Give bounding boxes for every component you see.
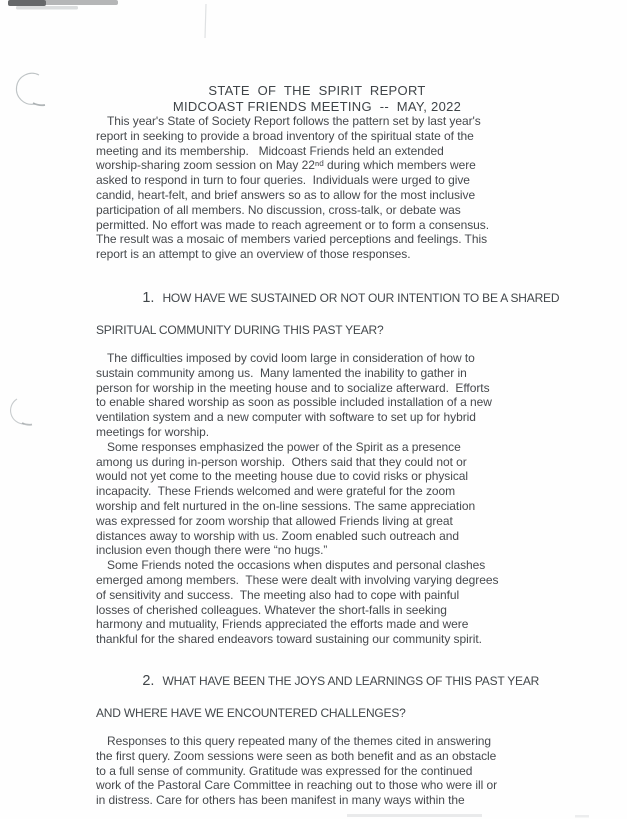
text-line: incapacity. These Friends welcomed and were grateful for the zoom (96, 484, 456, 499)
heading-text: HOW HAVE WE SUSTAINED OR NOT OUR INTENTION TO BE A SHARED (162, 290, 560, 305)
text-line: participation of all members. No discussion, cross-talk, or debate was (96, 202, 461, 217)
body-paragraph (96, 558, 538, 647)
text-line: would not yet come to the meeting house due to covid risks or physical (96, 469, 469, 484)
text-line: work of the Pastoral Care Committee in reaching out to those who were ill or (96, 778, 498, 793)
scan-hairline (205, 4, 206, 38)
document-content (96, 83, 560, 808)
body-paragraph (96, 734, 538, 808)
section-query-1 (96, 274, 560, 647)
text-line: in distress. Care for others has been manifest in many ways within the (96, 793, 465, 808)
text-line: report in seeking to provide a broad inventory of the spiritual state of the (96, 128, 474, 143)
text-line: inclusion even though there were “no hugs.” (96, 543, 328, 558)
text-line: harmony and mutuality, Friends appreciated the efforts made and were (96, 617, 469, 632)
text-line: The result was a mosaic of members varied perceptions and feelings. This (96, 232, 488, 247)
text-line: Some Friends noted the occasions when disputes and personal clashes (107, 558, 486, 573)
document-title: STATE OF THE SPIRIT REPORT (208, 83, 426, 98)
text-line: of sensitivity and success. The meeting also had to cope with painful (96, 587, 460, 602)
text-line: the first query. Zoom sessions were seen as both benefit and as an obstacle (96, 748, 497, 763)
heading-line: SPIRITUAL COMMUNITY DURING THIS PAST YEAR? (96, 322, 384, 337)
text-line: permitted. No effort was made to reach agreement or to form a consensus. (96, 217, 490, 232)
section-query-2 (96, 657, 538, 808)
text-line: distances away to worship with us. Zoom enabled such outreach and (96, 528, 459, 543)
text-line: among us during in-person worship. Others said that they could not or (96, 454, 467, 469)
text-line: meetings for worship. (96, 424, 209, 439)
query-1-heading (96, 274, 560, 338)
heading-line (96, 657, 538, 705)
heading-text: WHAT HAVE BEEN THE JOYS AND LEARNINGS OF THIS PAST YEAR (162, 673, 540, 688)
heading-line (96, 274, 560, 322)
text-line: worship-sharing zoom session on May 22ⁿᵈ during which members were (96, 158, 476, 173)
text-line: worship and felt nurtured in the on-line sessions. The same appreciation (96, 498, 476, 513)
text-line: emerged among members. These were dealt with involving varying degrees (96, 572, 499, 587)
query-number: 1. (142, 289, 155, 306)
hole-punch-mark-top (16, 73, 39, 104)
text-line: This year's State of Society Report follows the pattern set by last year's (107, 114, 481, 128)
query-2-heading (96, 657, 538, 721)
body-paragraph (96, 351, 538, 440)
document-subtitle: MIDCOAST FRIENDS MEETING -- MAY, 2022 (172, 98, 462, 114)
text-line: person for worship in the meeting house and to socialize afterward. Efforts (96, 380, 490, 395)
scanner-smudge (8, 0, 46, 6)
text-line: to enable shared worship as soon as possible included installation of a new (96, 395, 492, 410)
text-line: Responses to this query repeated many of the themes cited in answering (107, 733, 492, 748)
text-line: ventilation system and a new computer with software to set up for hybrid (96, 410, 476, 425)
text-line: was expressed for zoom worship that allowed Friends living at great (96, 513, 453, 528)
text-line: to a full sense of community. Gratitude was expressed for the continued (96, 763, 473, 778)
text-line: candid, heart-felt, and brief answers so as to allow for the most inclusive (96, 187, 476, 202)
text-line: The difficulties imposed by covid loom large in consideration of how to (107, 350, 475, 365)
body-paragraph (96, 440, 538, 558)
text-line: report is an attempt to give an overview of those responses. (96, 247, 411, 262)
text-line: losses of cherished colleagues. Whatever the short-falls in seeking (96, 602, 447, 617)
text-line: asked to respond in turn to four queries. Individuals were urged to give (96, 173, 470, 188)
text-line: Some responses emphasized the power of the Spirit as a presence (107, 439, 461, 454)
scan-smudge-bottom (347, 814, 482, 817)
text-line: sustain community among us. Many lamented the inability to gather in (96, 365, 467, 380)
text-line: meeting and its membership. Midcoast Friends held an extended (96, 143, 444, 158)
heading-line: AND WHERE HAVE WE ENCOUNTERED CHALLENGES? (96, 705, 406, 720)
hole-punch-mark-middle (11, 399, 24, 424)
intro-paragraph (96, 114, 538, 262)
text-line: thankful for the shared endeavors toward sustaining our community spirit. (96, 632, 482, 647)
query-number: 2. (142, 672, 155, 689)
